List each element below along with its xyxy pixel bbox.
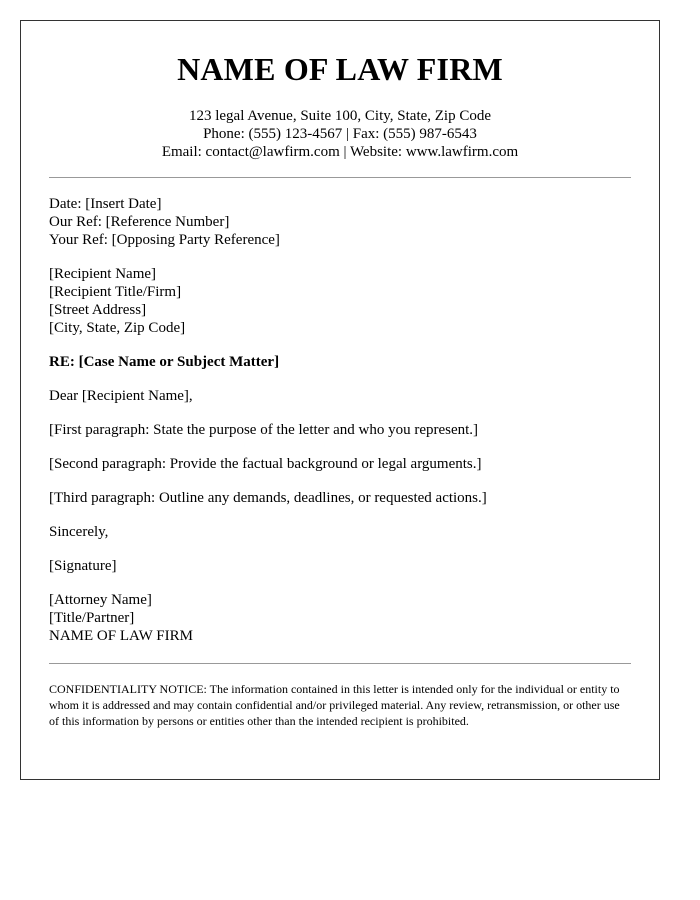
signer-title: [Title/Partner] bbox=[49, 610, 135, 626]
subject-line: RE: [Case Name or Subject Matter] bbox=[49, 354, 280, 370]
confidentiality-notice: CONFIDENTIALITY NOTICE: The information contained in this letter is intended only for the individual or entity to whom it is addressed and may contain confidential and/or privileged material. Any review, retransmission, or other use of this information by persons or entities other than the intended recipient is prohibited. bbox=[49, 682, 620, 728]
closing: Sincerely, bbox=[49, 524, 109, 540]
footer-divider bbox=[49, 663, 631, 664]
firm-email-website: Email: contact@lawfirm.com | Website: www.lawfirm.com bbox=[161, 144, 519, 160]
recipient-street: [Street Address] bbox=[49, 302, 147, 318]
firm-phone-fax: Phone: (555) 123-4567 | Fax: (555) 987-6543 bbox=[203, 126, 477, 142]
salutation: Dear [Recipient Name], bbox=[49, 388, 193, 404]
signer-firm: NAME OF LAW FIRM bbox=[49, 628, 193, 644]
recipient-city-state-zip: [City, State, Zip Code] bbox=[49, 320, 186, 336]
our-ref-line: Our Ref: [Reference Number] bbox=[49, 214, 230, 230]
header-divider bbox=[49, 177, 631, 178]
firm-name-heading: NAME OF LAW FIRM bbox=[177, 51, 503, 87]
reference-block bbox=[49, 195, 631, 249]
signer-block bbox=[49, 591, 631, 645]
recipient-block bbox=[49, 265, 631, 337]
paragraph-1: [First paragraph: State the purpose of the letter and who you represent.] bbox=[49, 422, 479, 438]
paragraph-2: [Second paragraph: Provide the factual background or legal arguments.] bbox=[49, 456, 482, 472]
recipient-name: [Recipient Name] bbox=[49, 266, 157, 282]
paragraph-3: [Third paragraph: Outline any demands, deadlines, or requested actions.] bbox=[49, 490, 487, 506]
firm-contact-block bbox=[21, 107, 659, 161]
letter-page bbox=[20, 20, 660, 780]
recipient-title-firm: [Recipient Title/Firm] bbox=[49, 284, 182, 300]
letter-body bbox=[49, 195, 631, 645]
your-ref-line: Your Ref: [Opposing Party Reference] bbox=[49, 232, 280, 248]
signer-name: [Attorney Name] bbox=[49, 592, 152, 608]
date-line: Date: [Insert Date] bbox=[49, 196, 162, 212]
signature-placeholder: [Signature] bbox=[49, 558, 117, 574]
firm-address: 123 legal Avenue, Suite 100, City, State, Zip Code bbox=[188, 108, 492, 124]
